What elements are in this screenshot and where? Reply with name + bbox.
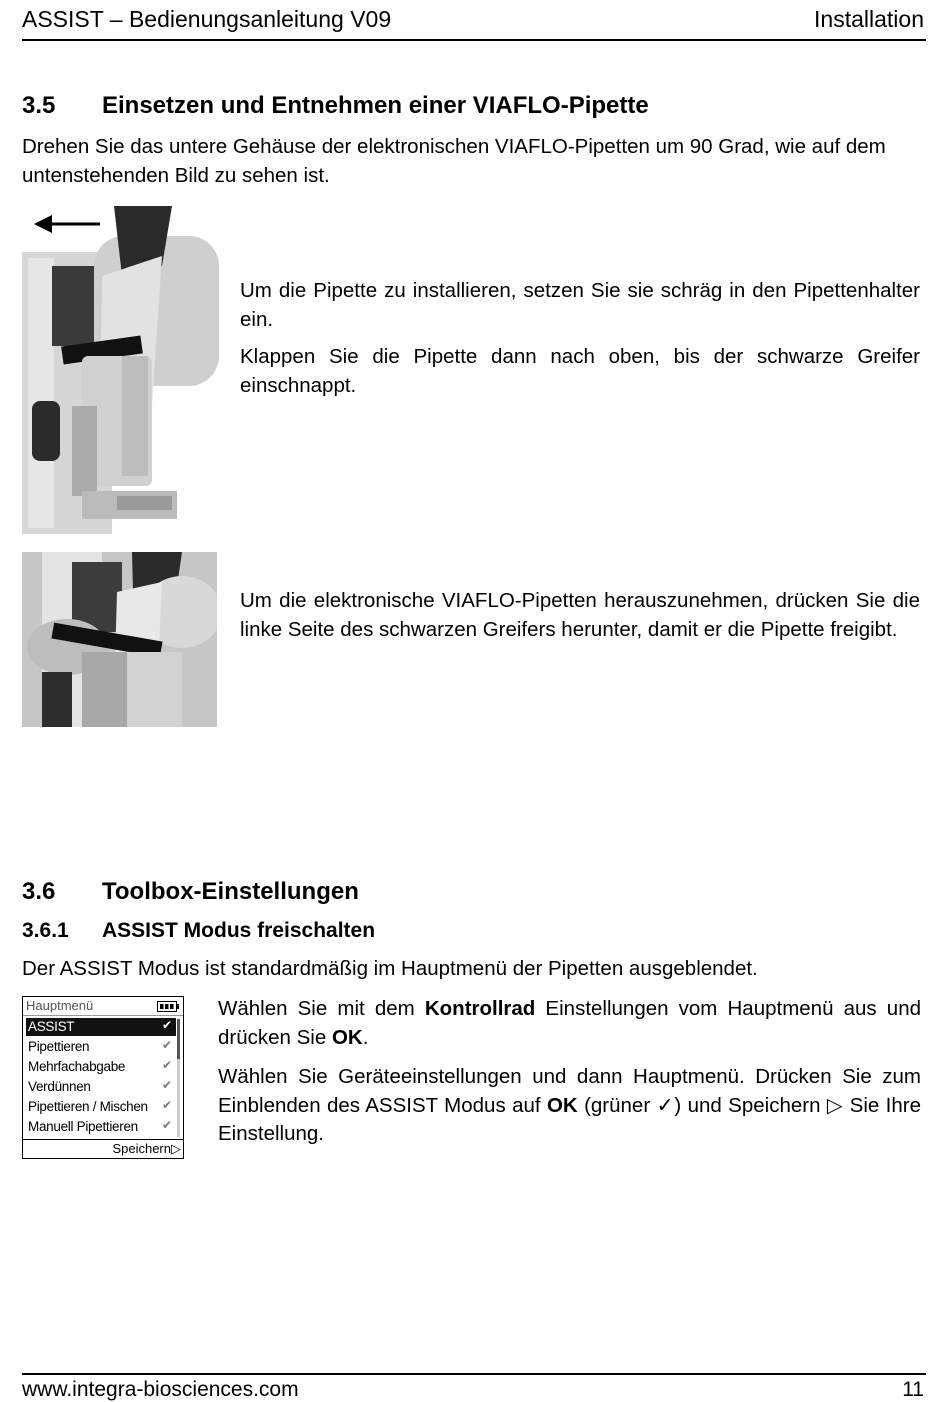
section-number: 3.6: [22, 878, 56, 905]
screen-footer-divider: [23, 1139, 183, 1140]
check-icon: ✔: [161, 1038, 172, 1052]
screen-title: Hauptmenü: [26, 998, 94, 1013]
install-text-2: Klappen Sie die Pipette dann nach oben, bis der schwarze Greifer einschnappt.: [240, 345, 920, 397]
check-icon: ✔: [161, 1058, 172, 1072]
section-title: Einsetzen und Entnehmen einer VIAFLO-Pipette: [102, 92, 649, 119]
header-chapter: Installation: [814, 6, 924, 32]
install-text-1: Um die Pipette zu installieren, setzen Sie sie schräg in den Pipettenhalter ein.: [240, 279, 920, 331]
menu-item-pipettieren[interactable]: Pipettieren ✔: [28, 1038, 172, 1054]
remove-text: Um die elektronische VIAFLO-Pipetten herauszunehmen, drücken Sie die linke Seite des schwarzen Greifers herunter, damit er die Pipette freigibt.: [240, 589, 920, 641]
photo-pipette-install: [22, 206, 219, 534]
subsection-heading-3-6-1: [22, 919, 375, 943]
subsection-title: ASSIST Modus freischalten: [102, 919, 376, 942]
footer-rule: [22, 1373, 926, 1375]
check-icon: ✔: [161, 1018, 172, 1032]
menu-item-manuell-pipettieren[interactable]: Manuell Pipettieren ✔: [28, 1118, 172, 1134]
screen-scrollbar[interactable]: [177, 1019, 180, 1137]
instruction-text-1: Wählen Sie mit dem Kontrollrad Einstellungen vom Hauptmenü aus und drücken Sie OK.: [218, 997, 921, 1049]
scrollbar-thumb[interactable]: [177, 1019, 180, 1059]
check-icon: ✔: [161, 1078, 172, 1092]
menu-item-assist[interactable]: ASSIST ✔: [26, 1018, 176, 1036]
section-intro: Drehen Sie das untere Gehäuse der elektronischen VIAFLO-Pipetten um 90 Grad, wie auf dem untenstehenden Bild zu sehen ist.: [22, 135, 886, 187]
save-softkey[interactable]: Speichern▷: [112, 1141, 181, 1156]
footer-url: www.integra-biosciences.com: [22, 1378, 299, 1401]
section-title: Toolbox-Einstellungen: [102, 878, 359, 905]
section-number: 3.5: [22, 92, 56, 119]
instruction-text-2: Wählen Sie Geräteeinstellungen und dann Hauptmenü. Drücken Sie zum Einblenden des ASSIST Modus auf OK (grüner ✓) und Speichern ▷ Sie Ihre Einstellung.: [218, 1065, 921, 1145]
header-title: ASSIST – Bedienungsanleitung V09: [22, 6, 392, 32]
subsection-intro: Der ASSIST Modus ist standardmäßig im Hauptmenü der Pipetten ausgeblendet.: [22, 957, 758, 980]
photo-pipette-remove: [22, 552, 217, 727]
menu-item-pipettieren-mischen[interactable]: Pipettieren / Mischen ✔: [28, 1098, 172, 1114]
check-icon: ✔: [161, 1118, 172, 1132]
section-heading-3-6: [22, 878, 359, 906]
ok-term: OK: [331, 1025, 363, 1049]
ok-term: OK: [546, 1093, 578, 1117]
page-number: 11: [902, 1378, 924, 1401]
pipette-screen: [22, 996, 184, 1159]
check-icon: ✔: [161, 1098, 172, 1112]
battery-icon: [157, 1001, 179, 1012]
kontrollrad-term: Kontrollrad: [424, 997, 536, 1020]
subsection-number: 3.6.1: [22, 919, 69, 942]
menu-item-verduennen[interactable]: Verdünnen ✔: [28, 1078, 172, 1094]
menu-item-mehrfachabgabe[interactable]: Mehrfachabgabe ✔: [28, 1058, 172, 1074]
screen-divider: [23, 1015, 183, 1016]
header-rule: [22, 39, 926, 41]
section-heading-3-5: [22, 92, 649, 120]
